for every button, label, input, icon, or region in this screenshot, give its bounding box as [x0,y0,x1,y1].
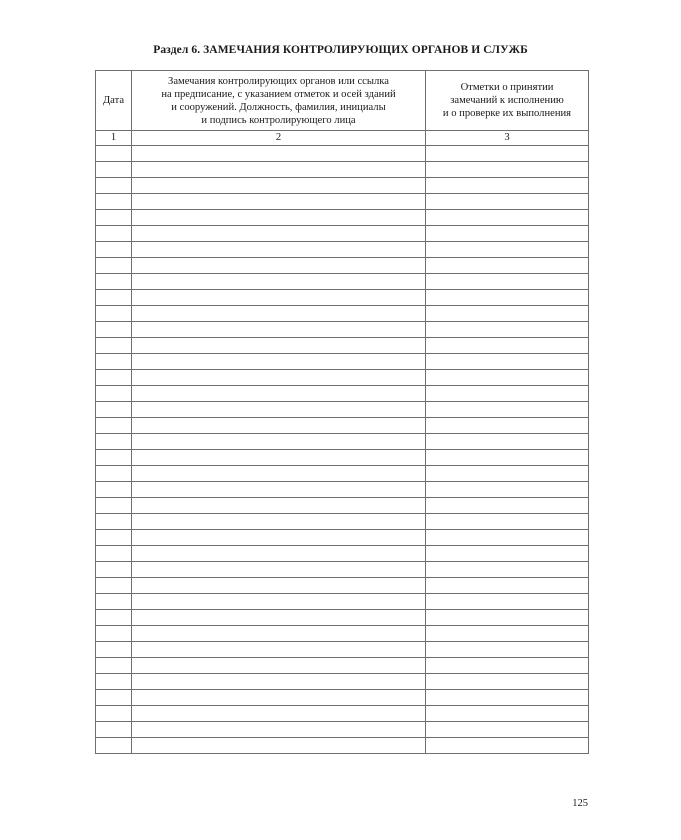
date-cell[interactable] [96,306,132,322]
table-row [96,386,589,402]
table-row [96,146,589,162]
marks-cell[interactable] [426,706,589,722]
date-cell[interactable] [96,482,132,498]
table-row [96,482,589,498]
remarks-cell[interactable] [132,562,426,578]
remarks-cell[interactable] [132,450,426,466]
date-cell[interactable] [96,594,132,610]
table-row [96,722,589,738]
date-cell[interactable] [96,210,132,226]
date-cell[interactable] [96,242,132,258]
table-row [96,338,589,354]
date-cell[interactable] [96,274,132,290]
remarks-cell[interactable] [132,322,426,338]
date-cell[interactable] [96,466,132,482]
date-cell[interactable] [96,706,132,722]
remarks-cell[interactable] [132,258,426,274]
table-row [96,690,589,706]
table-row [96,610,589,626]
table-row [96,434,589,450]
date-cell[interactable] [96,418,132,434]
date-cell[interactable] [96,738,132,754]
marks-cell[interactable] [426,578,589,594]
remarks-cell[interactable] [132,722,426,738]
remarks-cell[interactable] [132,706,426,722]
date-cell[interactable] [96,290,132,306]
remarks-cell[interactable] [132,434,426,450]
table-row [96,194,589,210]
table-row [96,370,589,386]
date-cell[interactable] [96,578,132,594]
marks-cell[interactable] [426,626,589,642]
remarks-cell[interactable] [132,610,426,626]
table-row [96,674,589,690]
table-row [96,322,589,338]
section-title: Раздел 6. ЗАМЕЧАНИЯ КОНТРОЛИРУЮЩИХ ОРГАНОВ И СЛУЖБ [153,44,528,56]
marks-cell[interactable] [426,258,589,274]
remarks-cell[interactable] [132,690,426,706]
remarks-cell[interactable] [132,674,426,690]
marks-cell[interactable] [426,450,589,466]
remarks-cell[interactable] [132,386,426,402]
marks-cell[interactable] [426,162,589,178]
date-cell[interactable] [96,642,132,658]
table-row [96,402,589,418]
table-row [96,546,589,562]
remarks-cell[interactable] [132,370,426,386]
marks-cell[interactable] [426,274,589,290]
table-row [96,258,589,274]
header-remarks-text: Замечания контролирующих органов или ссылка на предписание, с указанием отметок и осей зданий и сооружений. Должность, фамилия, инициалы и подпись контролирующего лица [161,75,396,126]
table-row [96,354,589,370]
marks-cell[interactable] [426,674,589,690]
remarks-cell[interactable] [132,354,426,370]
date-cell[interactable] [96,386,132,402]
marks-cell[interactable] [426,642,589,658]
date-cell[interactable] [96,402,132,418]
table-row [96,162,589,178]
table-row [96,210,589,226]
date-cell[interactable] [96,674,132,690]
table-row [96,626,589,642]
marks-cell[interactable] [426,738,589,754]
remarks-cell[interactable] [132,578,426,594]
remarks-cell[interactable] [132,530,426,546]
remarks-cell[interactable] [132,498,426,514]
table-row [96,418,589,434]
remarks-cell[interactable] [132,290,426,306]
marks-cell[interactable] [426,530,589,546]
table-row [96,658,589,674]
marks-cell[interactable] [426,482,589,498]
marks-cell[interactable] [426,610,589,626]
table-row [96,290,589,306]
date-cell[interactable] [96,722,132,738]
marks-cell[interactable] [426,194,589,210]
date-cell[interactable] [96,370,132,386]
table-row [96,178,589,194]
column-number-2: 2 [132,131,426,146]
marks-cell[interactable] [426,306,589,322]
table-row [96,706,589,722]
date-cell[interactable] [96,610,132,626]
remarks-cell[interactable] [132,738,426,754]
marks-cell[interactable] [426,690,589,706]
column-number-1: 1 [96,131,132,146]
date-cell[interactable] [96,498,132,514]
marks-cell[interactable] [426,594,589,610]
remarks-cell[interactable] [132,546,426,562]
header-marks-text: Отметки о принятии замечаний к исполнению и о проверке их выполнения [442,82,572,119]
table-row [96,466,589,482]
remarks-cell[interactable] [132,210,426,226]
date-cell[interactable] [96,194,132,210]
marks-cell[interactable] [426,514,589,530]
marks-cell[interactable] [426,338,589,354]
header-remarks [132,71,426,131]
table-row [96,274,589,290]
remarks-cell[interactable] [132,642,426,658]
marks-cell[interactable] [426,658,589,674]
date-cell[interactable] [96,226,132,242]
table-row [96,562,589,578]
date-cell[interactable] [96,514,132,530]
remarks-cell[interactable] [132,626,426,642]
remarks-cell[interactable] [132,466,426,482]
date-cell[interactable] [96,658,132,674]
date-cell[interactable] [96,258,132,274]
remarks-cell[interactable] [132,338,426,354]
marks-cell[interactable] [426,498,589,514]
table-header-row [96,71,589,131]
table-row [96,514,589,530]
remarks-cell[interactable] [132,146,426,162]
table-row [96,306,589,322]
marks-cell[interactable] [426,722,589,738]
marks-cell[interactable] [426,242,589,258]
marks-cell[interactable] [426,402,589,418]
date-cell[interactable] [96,178,132,194]
date-cell[interactable] [96,562,132,578]
remarks-cell[interactable] [132,194,426,210]
date-cell[interactable] [96,434,132,450]
remarks-table [95,70,589,754]
table-row [96,594,589,610]
marks-cell[interactable] [426,354,589,370]
table-row [96,450,589,466]
date-cell[interactable] [96,146,132,162]
date-cell[interactable] [96,546,132,562]
remarks-cell[interactable] [132,306,426,322]
remarks-cell[interactable] [132,178,426,194]
marks-cell[interactable] [426,178,589,194]
date-cell[interactable] [96,162,132,178]
date-cell[interactable] [96,354,132,370]
marks-cell[interactable] [426,210,589,226]
date-cell[interactable] [96,450,132,466]
remarks-cell[interactable] [132,242,426,258]
date-cell[interactable] [96,690,132,706]
remarks-cell[interactable] [132,482,426,498]
marks-cell[interactable] [426,546,589,562]
remarks-cell[interactable] [132,274,426,290]
header-marks [426,71,589,131]
column-number-3: 3 [426,131,589,146]
date-cell[interactable] [96,626,132,642]
marks-cell[interactable] [426,386,589,402]
table-row [96,578,589,594]
header-date: Дата [96,71,132,131]
marks-cell[interactable] [426,466,589,482]
marks-cell[interactable] [426,418,589,434]
date-cell[interactable] [96,322,132,338]
marks-cell[interactable] [426,226,589,242]
table-row [96,642,589,658]
date-cell[interactable] [96,530,132,546]
table-row [96,498,589,514]
table-row [96,226,589,242]
date-cell[interactable] [96,338,132,354]
table-row [96,242,589,258]
table-row [96,738,589,754]
marks-cell[interactable] [426,434,589,450]
remarks-cell[interactable] [132,226,426,242]
remarks-cell[interactable] [132,402,426,418]
marks-cell[interactable] [426,562,589,578]
marks-cell[interactable] [426,290,589,306]
table-body [96,146,589,754]
marks-cell[interactable] [426,146,589,162]
remarks-cell[interactable] [132,162,426,178]
page-number: 125 [572,798,588,809]
table-row [96,530,589,546]
remarks-cell[interactable] [132,514,426,530]
column-number-row [96,131,589,146]
remarks-cell[interactable] [132,418,426,434]
marks-cell[interactable] [426,322,589,338]
remarks-cell[interactable] [132,594,426,610]
remarks-cell[interactable] [132,658,426,674]
marks-cell[interactable] [426,370,589,386]
